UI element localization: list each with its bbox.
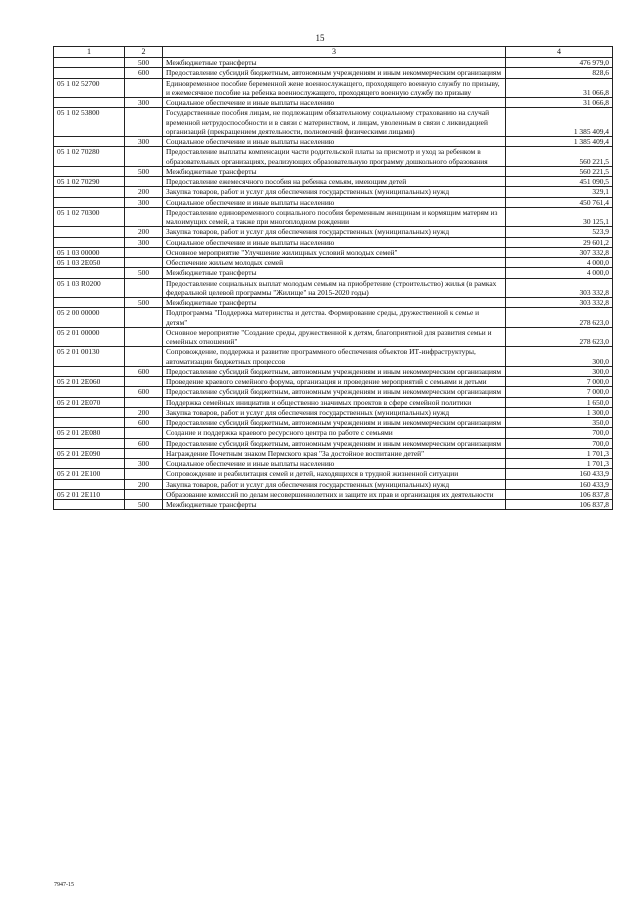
cell-amount: 160 433,9: [506, 469, 613, 479]
cell-amount: 106 837,8: [506, 489, 613, 499]
cell-amount: 106 837,8: [506, 500, 613, 510]
cell-code: [54, 197, 125, 207]
cell-type: 500: [125, 58, 163, 68]
cell-code: [54, 137, 125, 147]
cell-description: Предоставление социальных выплат молодым семьям на приобретение (строительство) жилья (в рамках федеральной целевой программы "Жилище" на 2015-2020 годы): [163, 278, 506, 298]
table-row: [54, 489, 613, 499]
cell-type: [125, 327, 163, 347]
table-row: [54, 500, 613, 510]
cell-code: [54, 268, 125, 278]
cell-description: Предоставление выплаты компенсации части родительской платы за присмотр и уход за ребенком в образовательных организациях, реализующих образовательную программу дошкольного образования: [163, 147, 506, 167]
cell-code: 05 2 01 2E070: [54, 397, 125, 407]
table-row: [54, 407, 613, 417]
table-row: [54, 227, 613, 237]
cell-description: Поддержка семейных инициатив и общественно значимых проектов в сфере семейной политики: [163, 397, 506, 407]
cell-type: [125, 78, 163, 98]
cell-description: Основное мероприятие "Создание среды, дружественной к детям, благоприятной для развития семьи и семейных отношений": [163, 327, 506, 347]
cell-description: Проведение краевого семейного форума, организация и проведение мероприятий с семьями и детьми: [163, 377, 506, 387]
cell-type: [125, 347, 163, 367]
cell-code: 05 2 01 2E110: [54, 489, 125, 499]
footer-code: 7947-15: [54, 882, 74, 888]
cell-description: Закупка товаров, работ и услуг для обеспечения государственных (муниципальных) нужд: [163, 479, 506, 489]
cell-code: [54, 387, 125, 397]
cell-type: 300: [125, 137, 163, 147]
cell-code: [54, 98, 125, 108]
cell-description: Единовременное пособие беременной жене военнослужащего, проходящего военную службу по призыву, и ежемесячное пособие на ребенка военнослужащего, проходящего военную службу по призыву: [163, 78, 506, 98]
cell-amount: 523,9: [506, 227, 613, 237]
cell-type: [125, 278, 163, 298]
cell-amount: 1 300,0: [506, 407, 613, 417]
table-row: [54, 58, 613, 68]
table-row: [54, 207, 613, 227]
cell-amount: 700,0: [506, 428, 613, 438]
cell-code: 05 2 01 00000: [54, 327, 125, 347]
table-row: [54, 428, 613, 438]
table-row: [54, 247, 613, 257]
cell-amount: 1 650,0: [506, 397, 613, 407]
table-row: [54, 147, 613, 167]
cell-amount: 1 701,3: [506, 448, 613, 458]
cell-amount: 450 761,4: [506, 197, 613, 207]
cell-description: Социальное обеспечение и иные выплаты населению: [163, 137, 506, 147]
cell-description: Предоставление субсидий бюджетным, автономным учреждениям и иным некоммерческим организациям: [163, 366, 506, 376]
header-cell-code: 1: [54, 47, 125, 58]
cell-description: Закупка товаров, работ и услуг для обеспечения государственных (муниципальных) нужд: [163, 187, 506, 197]
cell-amount: 1 701,3: [506, 459, 613, 469]
cell-code: 05 1 02 53800: [54, 108, 125, 137]
cell-description: Обеспечение жильем молодых семей: [163, 258, 506, 268]
cell-code: [54, 500, 125, 510]
cell-type: [125, 308, 163, 328]
cell-type: [125, 397, 163, 407]
cell-description: Закупка товаров, работ и услуг для обеспечения государственных (муниципальных) нужд: [163, 227, 506, 237]
cell-type: 200: [125, 227, 163, 237]
cell-type: 500: [125, 298, 163, 308]
table-row: [54, 377, 613, 387]
cell-amount: 476 979,0: [506, 58, 613, 68]
cell-code: [54, 418, 125, 428]
cell-description: Социальное обеспечение и иные выплаты населению: [163, 237, 506, 247]
cell-type: 500: [125, 166, 163, 176]
table-row: [54, 187, 613, 197]
cell-type: 200: [125, 479, 163, 489]
cell-description: Предоставление субсидий бюджетным, автономным учреждениям и иным некоммерческим организациям: [163, 68, 506, 78]
cell-type: 600: [125, 68, 163, 78]
cell-type: 500: [125, 268, 163, 278]
cell-code: 05 1 02 70300: [54, 207, 125, 227]
cell-amount: 1 385 409,4: [506, 108, 613, 137]
cell-type: [125, 489, 163, 499]
table-row: [54, 347, 613, 367]
table-row: [54, 418, 613, 428]
cell-type: 600: [125, 438, 163, 448]
cell-amount: 4 000,0: [506, 258, 613, 268]
cell-code: 05 2 01 00130: [54, 347, 125, 367]
table-row: [54, 479, 613, 489]
cell-amount: 329,1: [506, 187, 613, 197]
table-row: [54, 387, 613, 397]
cell-description: Межбюджетные трансферты: [163, 298, 506, 308]
cell-description: Сопровождение и реабилитация семей и детей, находящихся в трудной жизненной ситуации: [163, 469, 506, 479]
table-row: [54, 459, 613, 469]
cell-amount: 700,0: [506, 438, 613, 448]
cell-code: [54, 166, 125, 176]
table-row: [54, 98, 613, 108]
cell-type: [125, 448, 163, 458]
cell-code: 05 2 01 2E100: [54, 469, 125, 479]
budget-table-body: [54, 47, 613, 510]
cell-amount: 4 000,0: [506, 268, 613, 278]
cell-code: 05 1 02 52700: [54, 78, 125, 98]
cell-type: 600: [125, 387, 163, 397]
cell-amount: 278 623,0: [506, 308, 613, 328]
cell-code: 05 1 02 70280: [54, 147, 125, 167]
cell-code: 05 1 03 00000: [54, 247, 125, 257]
table-row: [54, 268, 613, 278]
cell-description: Государственные пособия лицам, не подлежащим обязательному социальному страхованию на случай временной нетрудоспособности и в связи с материнством, и лицам, уволенным в связи с ликвидацией организаций (прекращением деятельности, полномочий физическими лицами): [163, 108, 506, 137]
cell-type: 300: [125, 237, 163, 247]
cell-type: 600: [125, 418, 163, 428]
table-row: [54, 137, 613, 147]
header-cell-description: 3: [163, 47, 506, 58]
cell-type: [125, 147, 163, 167]
cell-code: 05 1 02 70290: [54, 177, 125, 187]
cell-type: [125, 207, 163, 227]
cell-amount: 30 125,1: [506, 207, 613, 227]
cell-amount: 160 433,9: [506, 479, 613, 489]
header-cell-type: 2: [125, 47, 163, 58]
cell-description: Создание и поддержка краевого ресурсного центра по работе с семьями: [163, 428, 506, 438]
cell-type: 300: [125, 459, 163, 469]
cell-description: Межбюджетные трансферты: [163, 166, 506, 176]
cell-code: [54, 459, 125, 469]
table-row: [54, 438, 613, 448]
cell-type: 600: [125, 366, 163, 376]
cell-description: Основное мероприятие "Улучшение жилищных условий молодых семей": [163, 247, 506, 257]
cell-description: Подпрограмма "Поддержка материнства и детства. Формирование среды, дружественной к семье и детям": [163, 308, 506, 328]
cell-amount: 560 221,5: [506, 166, 613, 176]
cell-code: 05 1 03 2E050: [54, 258, 125, 268]
cell-code: [54, 366, 125, 376]
table-row: [54, 68, 613, 78]
table-row: [54, 177, 613, 187]
cell-code: [54, 58, 125, 68]
cell-description: Образование комиссий по делам несовершеннолетних и защите их прав и организация их деятельности: [163, 489, 506, 499]
table-row: [54, 108, 613, 137]
cell-amount: 7 000,0: [506, 377, 613, 387]
cell-description: Межбюджетные трансферты: [163, 268, 506, 278]
cell-amount: 29 601,2: [506, 237, 613, 247]
cell-type: [125, 377, 163, 387]
table-row: [54, 327, 613, 347]
cell-code: [54, 187, 125, 197]
cell-code: 05 1 03 R0200: [54, 278, 125, 298]
table-row: [54, 308, 613, 328]
cell-amount: 300,0: [506, 366, 613, 376]
cell-code: 05 2 01 2E060: [54, 377, 125, 387]
cell-type: [125, 108, 163, 137]
cell-code: [54, 407, 125, 417]
cell-type: 300: [125, 98, 163, 108]
header-row: [54, 47, 613, 58]
cell-code: [54, 68, 125, 78]
cell-description: Закупка товаров, работ и услуг для обеспечения государственных (муниципальных) нужд: [163, 407, 506, 417]
cell-amount: 278 623,0: [506, 327, 613, 347]
budget-table: [53, 46, 613, 510]
cell-amount: 31 066,8: [506, 78, 613, 98]
table-row: [54, 197, 613, 207]
cell-description: Награждение Почетным знаком Пермского края "За достойное воспитание детей": [163, 448, 506, 458]
cell-type: [125, 469, 163, 479]
cell-description: Межбюджетные трансферты: [163, 58, 506, 68]
cell-amount: 1 385 409,4: [506, 137, 613, 147]
table-row: [54, 278, 613, 298]
cell-type: [125, 258, 163, 268]
cell-code: [54, 227, 125, 237]
cell-amount: 31 066,8: [506, 98, 613, 108]
cell-code: [54, 237, 125, 247]
cell-code: 05 2 01 2E080: [54, 428, 125, 438]
cell-amount: 300,0: [506, 347, 613, 367]
cell-type: [125, 177, 163, 187]
cell-type: 200: [125, 187, 163, 197]
cell-code: [54, 479, 125, 489]
cell-description: Предоставление ежемесячного пособия на ребенка семьям, имеющим детей: [163, 177, 506, 187]
cell-amount: 560 221,5: [506, 147, 613, 167]
cell-amount: 828,6: [506, 68, 613, 78]
cell-description: Социальное обеспечение и иные выплаты населению: [163, 459, 506, 469]
cell-amount: 303 332,8: [506, 278, 613, 298]
cell-type: 500: [125, 500, 163, 510]
cell-description: Предоставление субсидий бюджетным, автономным учреждениям и иным некоммерческим организациям: [163, 438, 506, 448]
header-cell-amount: 4: [506, 47, 613, 58]
cell-amount: 307 332,8: [506, 247, 613, 257]
cell-code: [54, 438, 125, 448]
cell-description: Предоставление субсидий бюджетным, автономным учреждениям и иным некоммерческим организациям: [163, 387, 506, 397]
cell-code: [54, 298, 125, 308]
cell-description: Предоставление субсидий бюджетным, автономным учреждениям и иным некоммерческим организациям: [163, 418, 506, 428]
table-row: [54, 78, 613, 98]
table-row: [54, 237, 613, 247]
table-row: [54, 166, 613, 176]
page-number: 15: [315, 33, 325, 43]
cell-description: Социальное обеспечение и иные выплаты населению: [163, 197, 506, 207]
table-row: [54, 448, 613, 458]
cell-description: Предоставление единовременного социального пособия беременным женщинам и кормящим матерям из малоимущих семей, а также при многоплодном рождении: [163, 207, 506, 227]
cell-description: Социальное обеспечение и иные выплаты населению: [163, 98, 506, 108]
cell-amount: 7 000,0: [506, 387, 613, 397]
cell-type: [125, 428, 163, 438]
table-row: [54, 258, 613, 268]
cell-code: 05 2 00 00000: [54, 308, 125, 328]
cell-type: 300: [125, 197, 163, 207]
cell-amount: 451 090,5: [506, 177, 613, 187]
table-row: [54, 298, 613, 308]
cell-amount: 350,0: [506, 418, 613, 428]
table-row: [54, 366, 613, 376]
table-row: [54, 397, 613, 407]
table-row: [54, 469, 613, 479]
cell-type: 200: [125, 407, 163, 417]
cell-description: Межбюджетные трансферты: [163, 500, 506, 510]
cell-type: [125, 247, 163, 257]
cell-code: 05 2 01 2E090: [54, 448, 125, 458]
cell-amount: 303 332,8: [506, 298, 613, 308]
cell-description: Сопровождение, поддержка и развитие программного обеспечения объектов ИТ-инфраструктуры, автоматизации бюджетных процессов: [163, 347, 506, 367]
